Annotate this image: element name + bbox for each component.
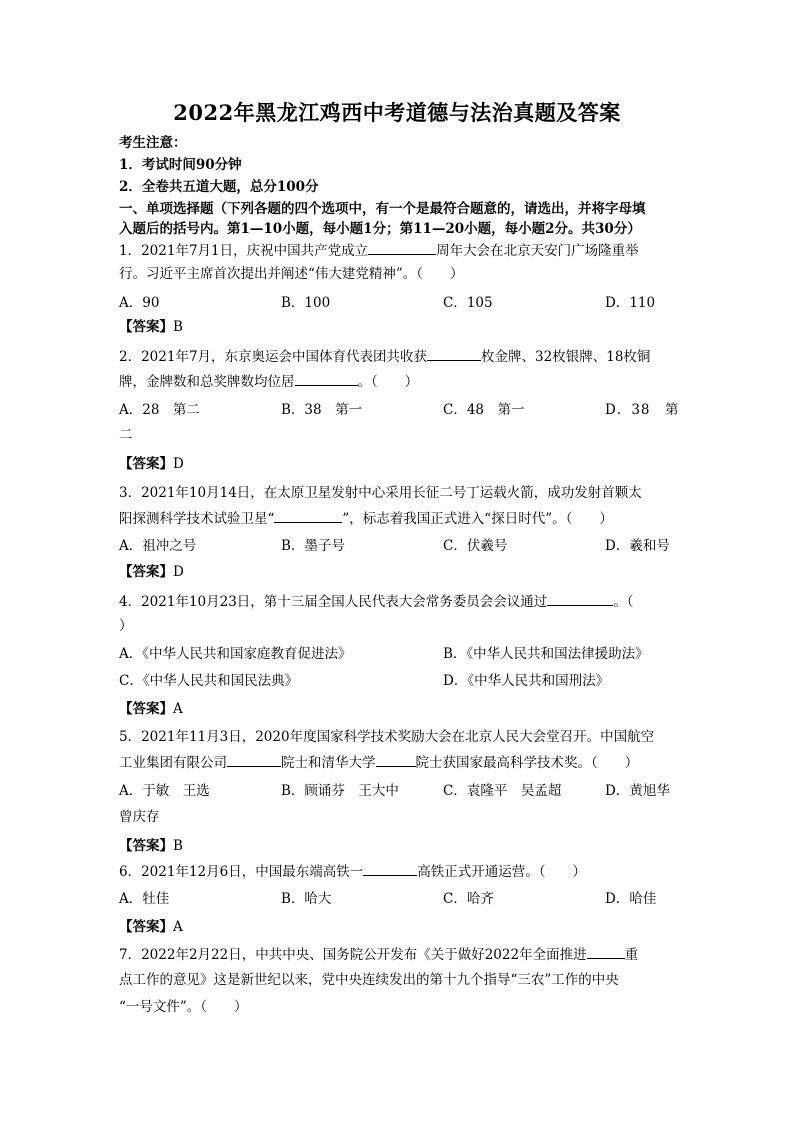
question-4-line-2: ） bbox=[119, 618, 133, 634]
answer-blank bbox=[363, 862, 417, 876]
answer-value: B bbox=[173, 319, 183, 335]
answer-5 bbox=[119, 837, 183, 855]
question-1-line-2: 行。习近平主席首次提出并阐述“伟大建党精神”。（ ） bbox=[119, 266, 464, 282]
question-7-line-2: 点工作的意见》这是新世纪以来，党中央连续发出的第十九个指导“三农”工作的中央 bbox=[119, 972, 619, 988]
question-2-line-2 bbox=[119, 372, 418, 391]
answer-blank bbox=[587, 945, 625, 959]
option-a: A．90 bbox=[119, 295, 160, 311]
answer-blank bbox=[427, 347, 481, 361]
section-heading-line-1: 一、单项选择题（下列各题的四个选项中，有一个是最符合题意的，请选出，并将字母填 bbox=[119, 201, 646, 217]
answer-4 bbox=[119, 700, 183, 718]
question-5-line-2 bbox=[119, 753, 638, 772]
answer-value: D bbox=[173, 456, 184, 472]
option-b: B．顾诵芬 王大中 bbox=[281, 783, 399, 799]
question-2-text-a: 2．2021年7月，东京奥运会中国体育代表团共收获 bbox=[119, 349, 428, 365]
question-5-text-b: 院士和清华大学 bbox=[281, 755, 376, 771]
question-5-line-1: 5．2021年11月3日，2020年度国家科学技术奖励大会在北京人民大会堂召开。中国航空 bbox=[119, 729, 655, 745]
question-2-text-b: 枚金牌、32枚银牌、18枚铜 bbox=[481, 349, 651, 365]
option-d: D．《中华人民共和国刑法》 bbox=[443, 673, 610, 689]
option-a: A．祖冲之号 bbox=[119, 538, 197, 554]
answer-label: 【答案】 bbox=[119, 919, 173, 935]
question-4-text-a: 4．2021年10月23日，第十三届全国人民代表大会常务委员会会议通过 bbox=[119, 594, 548, 610]
answer-6 bbox=[119, 918, 183, 936]
answer-blank bbox=[376, 753, 416, 767]
question-2-text-c: 牌，金牌数和总奖牌数均位居 bbox=[119, 374, 295, 390]
question-6-text-b: 高铁正式开通运营。（ ） bbox=[417, 864, 586, 880]
answer-blank bbox=[368, 241, 436, 255]
option-d: D．哈佳 bbox=[605, 891, 657, 907]
question-6-line-1 bbox=[119, 862, 586, 881]
question-5-text-c: 院士获国家最高科学技术奖。（ ） bbox=[415, 755, 639, 771]
notice-heading: 考生注意： bbox=[119, 135, 187, 151]
option-c: C．哈齐 bbox=[443, 891, 494, 907]
question-6-text-a: 6．2021年12月6日，中国最东端高铁一 bbox=[119, 864, 364, 880]
option-d: D．羲和号 bbox=[605, 538, 670, 554]
option-b: B．100 bbox=[281, 295, 331, 311]
section-heading-line-2: 入题后的括号内。第1—10小题，每小题1分；第11—20小题，每小题2分。共30分） bbox=[119, 221, 641, 237]
question-7-text-a: 7．2022年2月22日，中共中央、国务院公开发布《关于做好2022年全面推进 bbox=[119, 947, 587, 963]
notice-item-2: 2．全卷共五道大题，总分100分 bbox=[119, 179, 319, 195]
answer-1 bbox=[119, 318, 183, 336]
option-d: D．38 第 bbox=[605, 402, 680, 418]
answer-blank bbox=[274, 509, 342, 523]
question-7-text-b: 重 bbox=[624, 947, 639, 963]
question-3-text-b: ”，标志着我国正式进入“探日时代”。（ ） bbox=[342, 511, 613, 527]
answer-label: 【答案】 bbox=[119, 319, 173, 335]
answer-label: 【答案】 bbox=[119, 838, 173, 854]
option-d-wrap: 二 bbox=[119, 427, 133, 443]
notice-item-1: 1．考试时间90分钟 bbox=[119, 157, 242, 173]
option-b: B．墨子号 bbox=[281, 538, 345, 554]
answer-value: D bbox=[173, 564, 184, 580]
option-a: A．《中华人民共和国家庭教育促进法》 bbox=[119, 646, 352, 662]
option-d-wrap: 曾庆存 bbox=[119, 809, 160, 825]
question-3-line-2 bbox=[119, 509, 613, 528]
question-1-text-a: 1．2021年7月1日，庆祝中国共产党成立 bbox=[119, 243, 369, 259]
option-b: B．38 第一 bbox=[281, 402, 363, 418]
answer-label: 【答案】 bbox=[119, 701, 173, 717]
answer-3 bbox=[119, 563, 184, 581]
option-c: C．伏羲号 bbox=[443, 538, 508, 554]
question-4-line-1 bbox=[119, 592, 634, 611]
answer-blank bbox=[547, 592, 613, 606]
question-1-text-b: 周年大会在北京天安门广场隆重举 bbox=[436, 243, 639, 259]
answer-2 bbox=[119, 455, 184, 473]
option-c: C．105 bbox=[443, 295, 493, 311]
option-a: A．牡佳 bbox=[119, 891, 170, 907]
question-7-line-3: “一号文件”。（ ） bbox=[119, 999, 248, 1015]
question-3-text-a: 阳探测科学技术试验卫星“ bbox=[119, 511, 275, 527]
answer-blank bbox=[227, 753, 281, 767]
answer-label: 【答案】 bbox=[119, 564, 173, 580]
question-3-line-1: 3．2021年10月14日，在太原卫星发射中心采用长征二号丁运载火箭，成功发射首颗太 bbox=[119, 485, 642, 501]
question-2-text-d: 。（ ） bbox=[357, 374, 419, 390]
option-d: D．110 bbox=[605, 295, 656, 311]
option-c: C．袁隆平 吴孟超 bbox=[443, 783, 562, 799]
option-a: A．28 第二 bbox=[119, 402, 200, 418]
answer-value: A bbox=[173, 919, 183, 935]
option-d: D．黄旭华 bbox=[605, 783, 670, 799]
answer-blank bbox=[295, 372, 358, 386]
question-1-line-1 bbox=[119, 241, 639, 260]
answer-label: 【答案】 bbox=[119, 456, 173, 472]
option-c: C．《中华人民共和国民法典》 bbox=[119, 673, 299, 689]
answer-value: A bbox=[173, 701, 183, 717]
option-c: C．48 第一 bbox=[443, 402, 525, 418]
question-4-text-b: 。（ bbox=[613, 594, 634, 610]
option-b: B．哈大 bbox=[281, 891, 332, 907]
answer-value: B bbox=[173, 838, 183, 854]
page-title: 2022年黑龙江鸡西中考道德与法治真题及答案 bbox=[173, 100, 621, 125]
option-a: A．于敏 王选 bbox=[119, 783, 210, 799]
question-7-line-1 bbox=[119, 945, 638, 964]
question-5-text-a: 工业集团有限公司 bbox=[119, 755, 227, 771]
option-b: B．《中华人民共和国法律援助法》 bbox=[443, 646, 649, 662]
question-2-line-1 bbox=[119, 347, 650, 366]
